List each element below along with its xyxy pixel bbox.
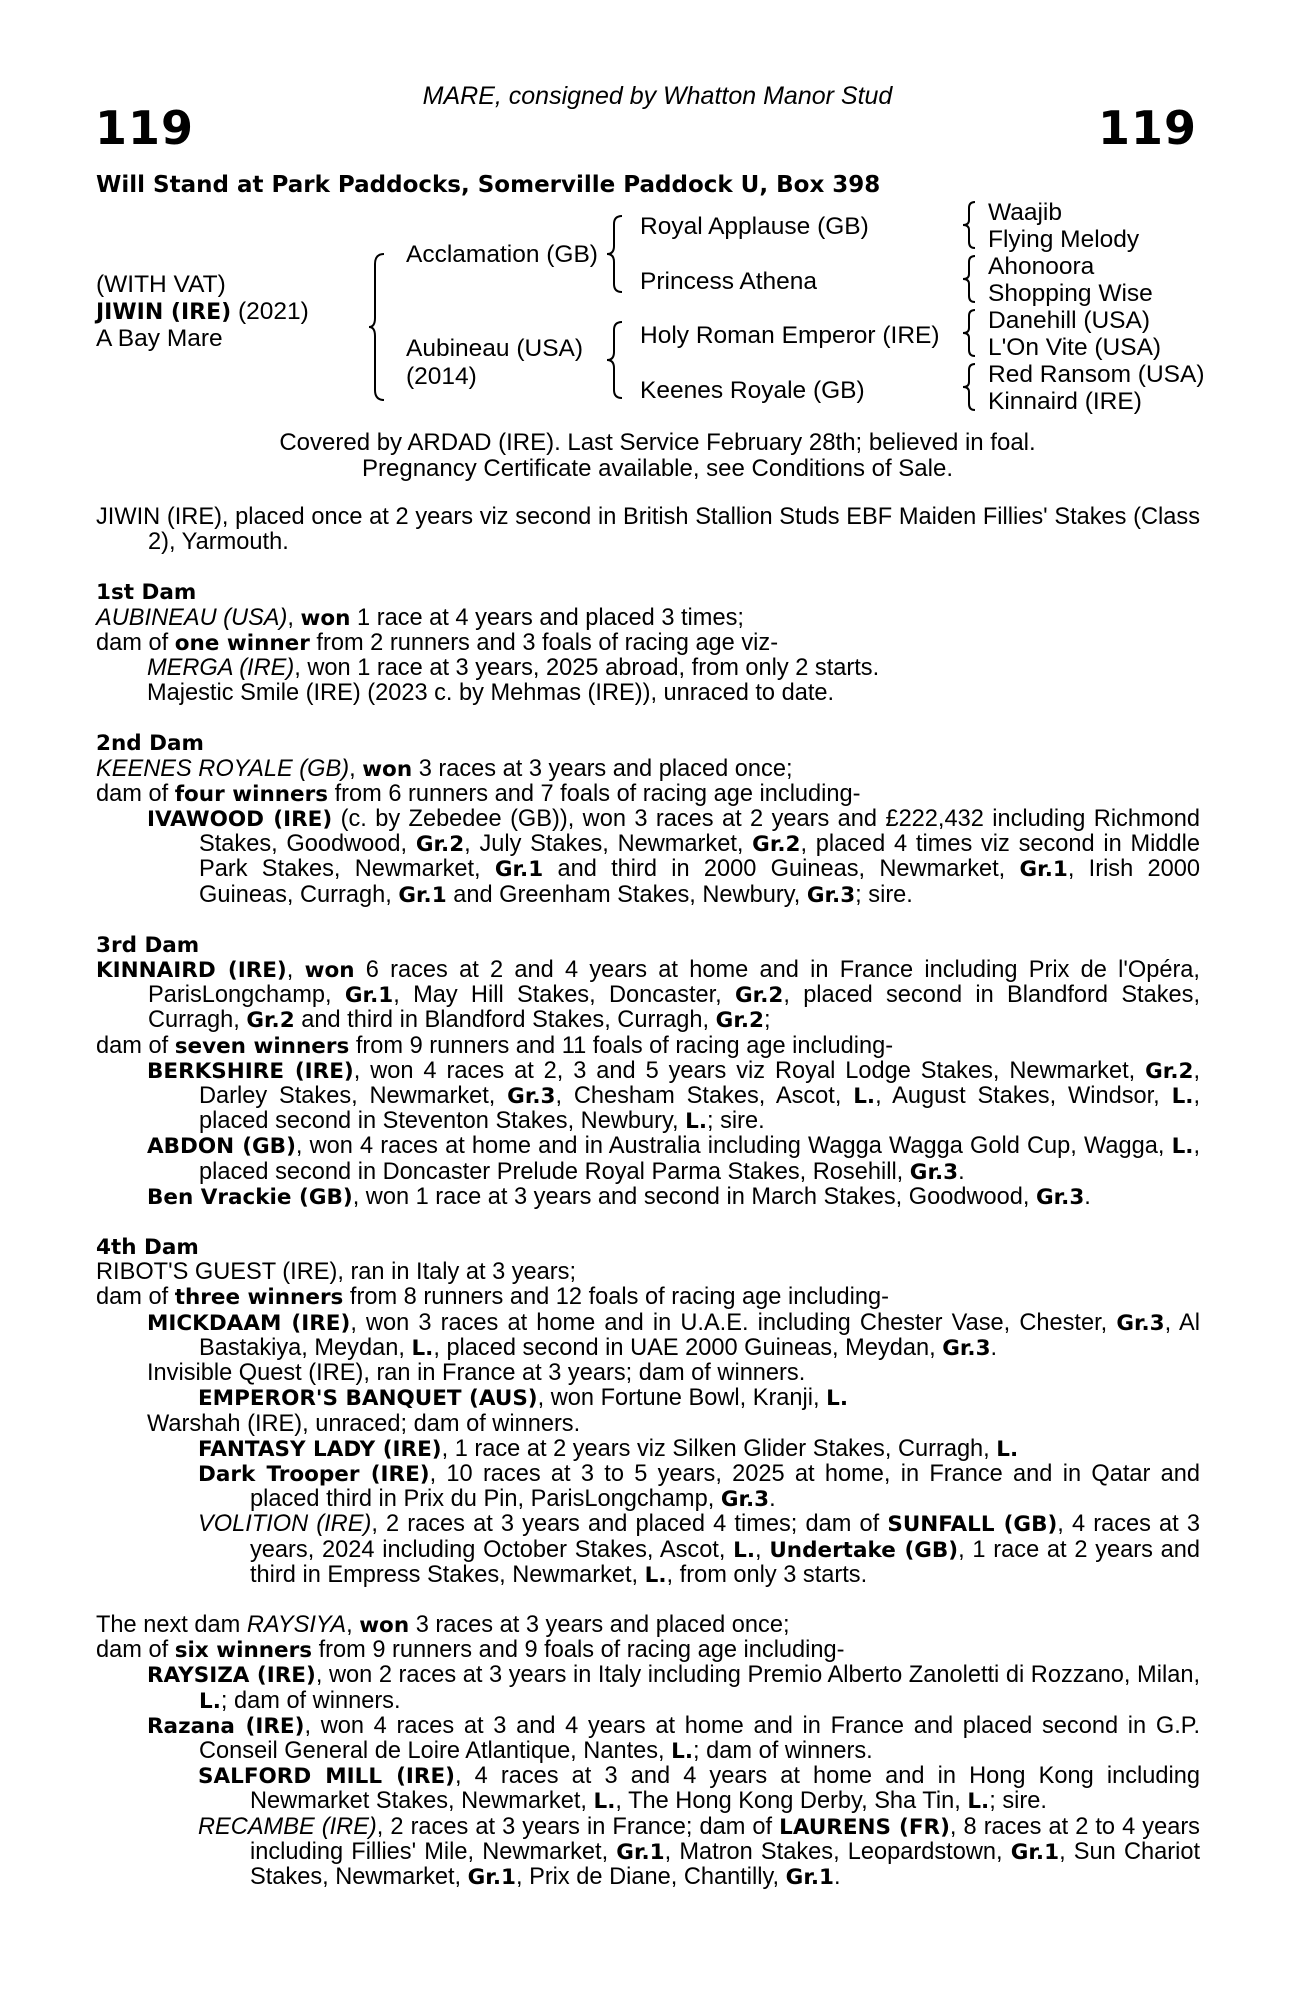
dam-name: KEENES ROYALE (GB): [96, 755, 350, 782]
horse-name-line: [96, 298, 309, 326]
bracket-main: [368, 252, 388, 402]
record-text: 3 races at 3 years and placed once;: [409, 1611, 790, 1638]
runners-text: from 6 runners and 7 foals of racing age including-: [328, 780, 861, 807]
grade-badge: Gr.2: [246, 1008, 295, 1034]
fourth-dam-record: RIBOT'S GUEST (IRE), ran in Italy at 3 years;: [96, 1259, 577, 1286]
progeny-text: ; sire.: [855, 881, 913, 908]
grade-badge: Gr.2: [752, 832, 801, 858]
progeny-name: LAURENS (FR): [779, 1814, 950, 1840]
progeny-text: .: [1084, 1183, 1091, 1210]
sire-dam: Princess Athena: [640, 268, 818, 295]
covered-line: Covered by ARDAD (IRE). Last Service February 28th; believed in foal.: [279, 429, 1036, 456]
progeny-salford-mill: [96, 1764, 1200, 1814]
progeny-text: .: [990, 1334, 998, 1361]
progeny-text: , 2 races at 3 years in France; dam of: [376, 1813, 780, 1840]
listed-badge: L.: [593, 1789, 616, 1815]
dam-name: Aubineau (USA): [406, 335, 584, 362]
progeny-berkshire: [96, 1059, 1200, 1135]
runners-text: from 9 runners and 9 foals of racing age including-: [312, 1637, 845, 1664]
dam-of-text: dam of: [96, 1032, 175, 1059]
progeny-name: RECAMBE (IRE): [198, 1813, 377, 1840]
listed-badge: L.: [996, 1436, 1019, 1462]
third-dam-section: [96, 933, 1200, 1210]
progeny-raysiza: [96, 1663, 1200, 1713]
gg-ahonoora: Ahonoora: [988, 253, 1095, 280]
progeny-name: SUNFALL (GB): [887, 1512, 1058, 1538]
winners-count: four winners: [174, 781, 329, 807]
progeny-text: , 1 race at 2 years viz Silken Glider Stakes, Curragh,: [441, 1435, 997, 1462]
progeny-text: , Prix de Diane, Chantilly,: [515, 1863, 786, 1890]
progeny-text: , 1 race at 2 years and third in Empress Stakes, Newmarket,: [250, 1536, 1200, 1588]
progeny-name: ABDON (GB): [147, 1134, 296, 1160]
listed-badge: L.: [644, 1562, 667, 1588]
progeny-text: , won Fortune Bowl, Kranji,: [537, 1385, 827, 1412]
listed-badge: L.: [967, 1789, 990, 1815]
grade-badge: Gr.2: [415, 832, 465, 858]
progeny-name: IVAWOOD (IRE): [147, 807, 333, 833]
progeny-text: , 8 races at 2 to 4 years including Fillies' Mile, Newmarket,: [250, 1813, 1200, 1865]
progeny-text: , from only 3 starts.: [666, 1561, 868, 1588]
progeny-text: , July Stakes, Newmarket,: [464, 831, 753, 858]
first-dam-heading: 1st Dam: [96, 580, 197, 606]
progeny-volition: [96, 1512, 1200, 1588]
progeny-text: , won 4 races at 3 and 4 years at home and in France and placed second in G.P. Conseil General de Loire Atlantique, Nantes,: [199, 1712, 1200, 1764]
horse-name: JIWIN (IRE): [96, 300, 232, 325]
progeny-text: , won 1 race at 3 years and second in March Stakes, Goodwood,: [352, 1183, 1036, 1210]
progeny-dark-trooper: [96, 1462, 1200, 1512]
listed-badge: L.: [1171, 1084, 1194, 1110]
record-text: 1 race at 4 years and placed 3 times;: [350, 604, 744, 631]
progeny-text: , placed second in UAE 2000 Guineas, Meydan,: [433, 1334, 943, 1361]
progeny-fantasy-lady: [96, 1437, 1200, 1462]
progeny-text: , 4 races at 3 years, 2024 including October Stakes, Ascot,: [250, 1511, 1200, 1563]
grade-badge: Gr.1: [1019, 857, 1068, 883]
progeny-text: .: [833, 1863, 841, 1890]
progeny-razana: [96, 1714, 1200, 1764]
listed-badge: L.: [826, 1386, 849, 1412]
dam-of-text: dam of: [96, 629, 175, 656]
progeny-text: , placed second in Doncaster Prelude Royal Parma Stakes, Rosehill,: [199, 1133, 1200, 1185]
gg-kinnaird: Kinnaird (IRE): [988, 388, 1142, 415]
progeny-text: , won 1 race at 3 years, 2025 abroad, from only 2 starts.: [294, 655, 880, 682]
progeny-invisible-quest: Invisible Quest (IRE), ran in France at 3 years; dam of winners.: [147, 1360, 806, 1387]
grade-badge: Gr.3: [1116, 1310, 1165, 1336]
grade-badge: Gr.3: [909, 1159, 959, 1185]
horse-description: A Bay Mare: [96, 325, 223, 352]
consignment-line: MARE, consigned by Whatton Manor Stud: [422, 82, 893, 110]
dam-of-text: dam of: [96, 1637, 175, 1664]
progeny-text: , won 2 races at 3 years in Italy including Premio Alberto Zanoletti di Rozzano, Milan,: [315, 1662, 1200, 1689]
grade-badge: Gr.3: [1035, 1184, 1085, 1210]
progeny-text: ; sire.: [989, 1788, 1047, 1815]
progeny-text: , 10 races at 3 to 5 years, 2025 at home, in France and in Qatar and placed third in Prix du Pin, ParisLongchamp,: [250, 1460, 1200, 1513]
progeny-name: FANTASY LADY (IRE): [198, 1436, 442, 1462]
gg-flying-melody: Flying Melody: [988, 226, 1140, 253]
listed-badge: L.: [411, 1335, 434, 1361]
grade-badge: Gr.3: [507, 1084, 556, 1110]
progeny-recambe: [96, 1815, 1200, 1891]
pregnancy-line: Pregnancy Certificate available, see Conditions of Sale.: [362, 454, 953, 482]
first-dam-record: AUBINEAU (USA), won 1 race at 4 years and placed 3 times;: [96, 604, 744, 631]
progeny-text: (c. by Zebedee (GB)), won 3 races at 2 years and £222,432 including Richmond Stakes, Goodwood,: [199, 806, 1200, 858]
second-dam-section: [96, 731, 1200, 907]
progeny-name: Dark Trooper (IRE): [198, 1461, 430, 1487]
listed-badge: L.: [685, 1109, 708, 1135]
intro-paragraph: JIWIN (IRE), placed once at 2 years viz second in British Stallion Studs EBF Maiden Fillies' Stakes (Class 2), Yarmouth.: [96, 504, 1200, 556]
sire-sire: Royal Applause (GB): [640, 213, 869, 240]
record-text: 3 races at 3 years and placed once;: [412, 755, 793, 782]
listed-badge: L.: [671, 1738, 694, 1764]
prefix-text: The next dam: [96, 1611, 247, 1638]
dam-of-text: dam of: [96, 1284, 175, 1311]
separator: ,: [346, 1611, 360, 1638]
bracket-g2: [962, 254, 978, 304]
third-dam-heading: 3rd Dam: [96, 932, 200, 958]
progeny-name: MERGA (IRE): [147, 655, 295, 682]
next-dam-record: [96, 1613, 1200, 1638]
dam-year: (2014): [406, 363, 477, 390]
winners-count: seven winners: [174, 1033, 350, 1059]
gg-danehill: Danehill (USA): [988, 307, 1151, 334]
progeny-abdon: [96, 1134, 1200, 1184]
progeny-name: Undertake (GB): [769, 1537, 959, 1563]
won-label: won: [304, 958, 355, 984]
progeny-text: , Matron Stakes, Leopardstown,: [664, 1838, 1011, 1865]
bracket-sire: [606, 214, 626, 294]
progeny-emperors-banquet: [96, 1386, 1200, 1411]
progeny-name: BERKSHIRE (IRE): [147, 1058, 354, 1084]
progeny-text: , 4 races at 3 and 4 years at home and in Hong Kong including Newmarket Stakes, Newmarket,: [250, 1763, 1200, 1815]
progeny-mickdaam: [96, 1311, 1200, 1361]
second-dam-produce: [96, 782, 1200, 807]
first-dam-section: [96, 580, 1200, 706]
third-dam-produce: [96, 1034, 1200, 1059]
progeny-warshah: Warshah (IRE), unraced; dam of winners.: [147, 1410, 581, 1437]
horse-year: (2021): [237, 298, 309, 325]
progeny-text: ; sire.: [707, 1108, 765, 1135]
grade-badge: Gr.1: [344, 983, 394, 1009]
grade-badge: Gr.3: [720, 1487, 770, 1513]
dam-sire: Holy Roman Emperor (IRE): [640, 322, 940, 349]
progeny-ivawood: [96, 807, 1200, 908]
catalogue-body: [96, 505, 1200, 1915]
first-dam-produce: [96, 631, 1200, 656]
winners-count: three winners: [174, 1285, 344, 1311]
grade-badge: Gr.1: [616, 1839, 665, 1865]
winners-count: one winner: [174, 630, 310, 656]
progeny-text: , won 4 races at 2, 3 and 5 years viz Royal Lodge Stakes, Newmarket,: [353, 1057, 1146, 1084]
record-text: ;: [763, 1007, 771, 1034]
dam-name: AUBINEAU (USA): [96, 604, 288, 631]
third-dam-record: [96, 958, 1200, 1034]
grade-badge: Gr.1: [785, 1864, 834, 1890]
record-text: , May Hill Stakes, Doncaster,: [393, 982, 736, 1009]
lot-number-right: 119: [1097, 101, 1197, 155]
grade-badge: Gr.3: [942, 1335, 991, 1361]
grade-badge: Gr.1: [398, 882, 447, 908]
bracket-g3: [962, 308, 978, 358]
progeny-text: ,: [755, 1536, 770, 1563]
progeny-text: .: [769, 1486, 776, 1513]
won-label: won: [362, 756, 413, 782]
progeny-text: , August Stakes, Windsor,: [875, 1083, 1172, 1110]
gg-shopping-wise: Shopping Wise: [988, 280, 1153, 307]
progeny-name: MICKDAAM (IRE): [147, 1310, 351, 1336]
progeny-text: and third in 2000 Guineas, Newmarket,: [543, 856, 1020, 883]
separator: ,: [286, 957, 305, 984]
record-text: and third in Blandford Stakes, Curragh,: [294, 1007, 716, 1034]
progeny-name: SALFORD MILL (IRE): [198, 1764, 455, 1790]
bracket-g4: [962, 362, 978, 412]
fourth-dam-produce: [96, 1285, 1200, 1310]
vat-note: (WITH VAT): [96, 271, 226, 298]
runners-text: from 9 runners and 11 foals of racing age including-: [349, 1032, 894, 1059]
second-dam-heading: 2nd Dam: [96, 731, 204, 757]
won-label: won: [359, 1612, 410, 1638]
grade-badge: Gr.3: [806, 882, 856, 908]
dam-of-text: dam of: [96, 780, 175, 807]
next-dam-produce: [96, 1638, 1200, 1663]
progeny-text: , Irish 2000 Guineas, Curragh,: [199, 856, 1200, 908]
progeny-merga: [96, 656, 1200, 681]
listed-badge: L.: [199, 1688, 221, 1714]
progeny-name: RAYSIZA (IRE): [147, 1663, 316, 1689]
grade-badge: Gr.1: [494, 857, 544, 883]
gg-lon-vite: L'On Vite (USA): [988, 334, 1162, 361]
covering-note: [0, 430, 1315, 482]
dam-name: KINNAIRD (IRE): [96, 958, 287, 984]
progeny-text: and Greenham Stakes, Newbury,: [446, 881, 807, 908]
progeny-text: , Sun Chariot Stakes, Newmarket,: [250, 1838, 1200, 1890]
stand-location: Will Stand at Park Paddocks, Somerville Paddock U, Box 398: [96, 172, 881, 198]
grade-badge: Gr.2: [1145, 1058, 1194, 1084]
grade-badge: Gr.1: [1010, 1839, 1060, 1865]
progeny-text: , 2 races at 3 years and placed 4 times; dam of: [371, 1511, 888, 1538]
sire: Acclamation (GB): [406, 241, 598, 268]
progeny-text: ; dam of winners.: [220, 1687, 401, 1714]
progeny-text: , Darley Stakes, Newmarket,: [199, 1057, 1201, 1110]
progeny-text: .: [958, 1158, 965, 1185]
progeny-text: ; dam of winners.: [693, 1737, 873, 1764]
record-text: , placed second in Blandford Stakes, Curragh,: [148, 982, 1200, 1034]
progeny-text: , Al Bastakiya, Meydan,: [199, 1309, 1200, 1361]
progeny-name: Razana (IRE): [147, 1713, 305, 1739]
grade-badge: Gr.1: [467, 1864, 516, 1890]
progeny-name: EMPEROR'S BANQUET (AUS): [198, 1386, 538, 1412]
fourth-dam-heading: 4th Dam: [96, 1235, 199, 1261]
listed-badge: L.: [733, 1537, 756, 1563]
runners-text: from 2 runners and 3 foals of racing age viz-: [309, 629, 779, 656]
gg-red-ransom: Red Ransom (USA): [988, 361, 1205, 388]
progeny-majestic-smile: Majestic Smile (IRE) (2023 c. by Mehmas (IRE)), unraced to date.: [147, 680, 835, 707]
progeny-ben-vrackie: [96, 1185, 1200, 1210]
listed-badge: L.: [1171, 1134, 1194, 1160]
progeny-text: , Chesham Stakes, Ascot,: [555, 1083, 854, 1110]
progeny-text: , placed second in Steventon Stakes, Newbury,: [199, 1083, 1200, 1135]
fourth-dam-section: [96, 1235, 1200, 1588]
dam-name: RAYSIYA: [246, 1611, 347, 1638]
winners-count: six winners: [174, 1638, 313, 1664]
next-dam-section: [96, 1613, 1200, 1890]
grade-badge: Gr.2: [715, 1008, 764, 1034]
progeny-name: VOLITION (IRE): [198, 1511, 372, 1538]
record-text: 6 races at 2 and 4 years at home and in France including Prix de l'Opéra, ParisLongchamp,: [148, 957, 1200, 1009]
dam-dam: Keenes Royale (GB): [640, 377, 865, 404]
bracket-g1: [962, 200, 978, 250]
lot-number-left: 119: [95, 101, 195, 155]
bracket-dam: [606, 320, 626, 400]
progeny-text: , won 4 races at home and in Australia including Wagga Wagga Gold Cup, Wagga,: [295, 1133, 1172, 1160]
won-label: won: [300, 605, 351, 631]
second-dam-record: KEENES ROYALE (GB), won 3 races at 3 years and placed once;: [96, 755, 793, 782]
progeny-text: , The Hong Kong Derby, Sha Tin,: [615, 1788, 968, 1815]
gg-waajib: Waajib: [988, 199, 1062, 226]
progeny-name: Ben Vrackie (GB): [147, 1184, 353, 1210]
progeny-text: , won 3 races at home and in U.A.E. including Chester Vase, Chester,: [350, 1309, 1117, 1336]
runners-text: from 8 runners and 12 foals of racing age including-: [343, 1284, 889, 1311]
grade-badge: Gr.2: [735, 983, 784, 1009]
progeny-text: , placed 4 times viz second in Middle Park Stakes, Newmarket,: [199, 831, 1200, 883]
listed-badge: L.: [853, 1084, 876, 1110]
